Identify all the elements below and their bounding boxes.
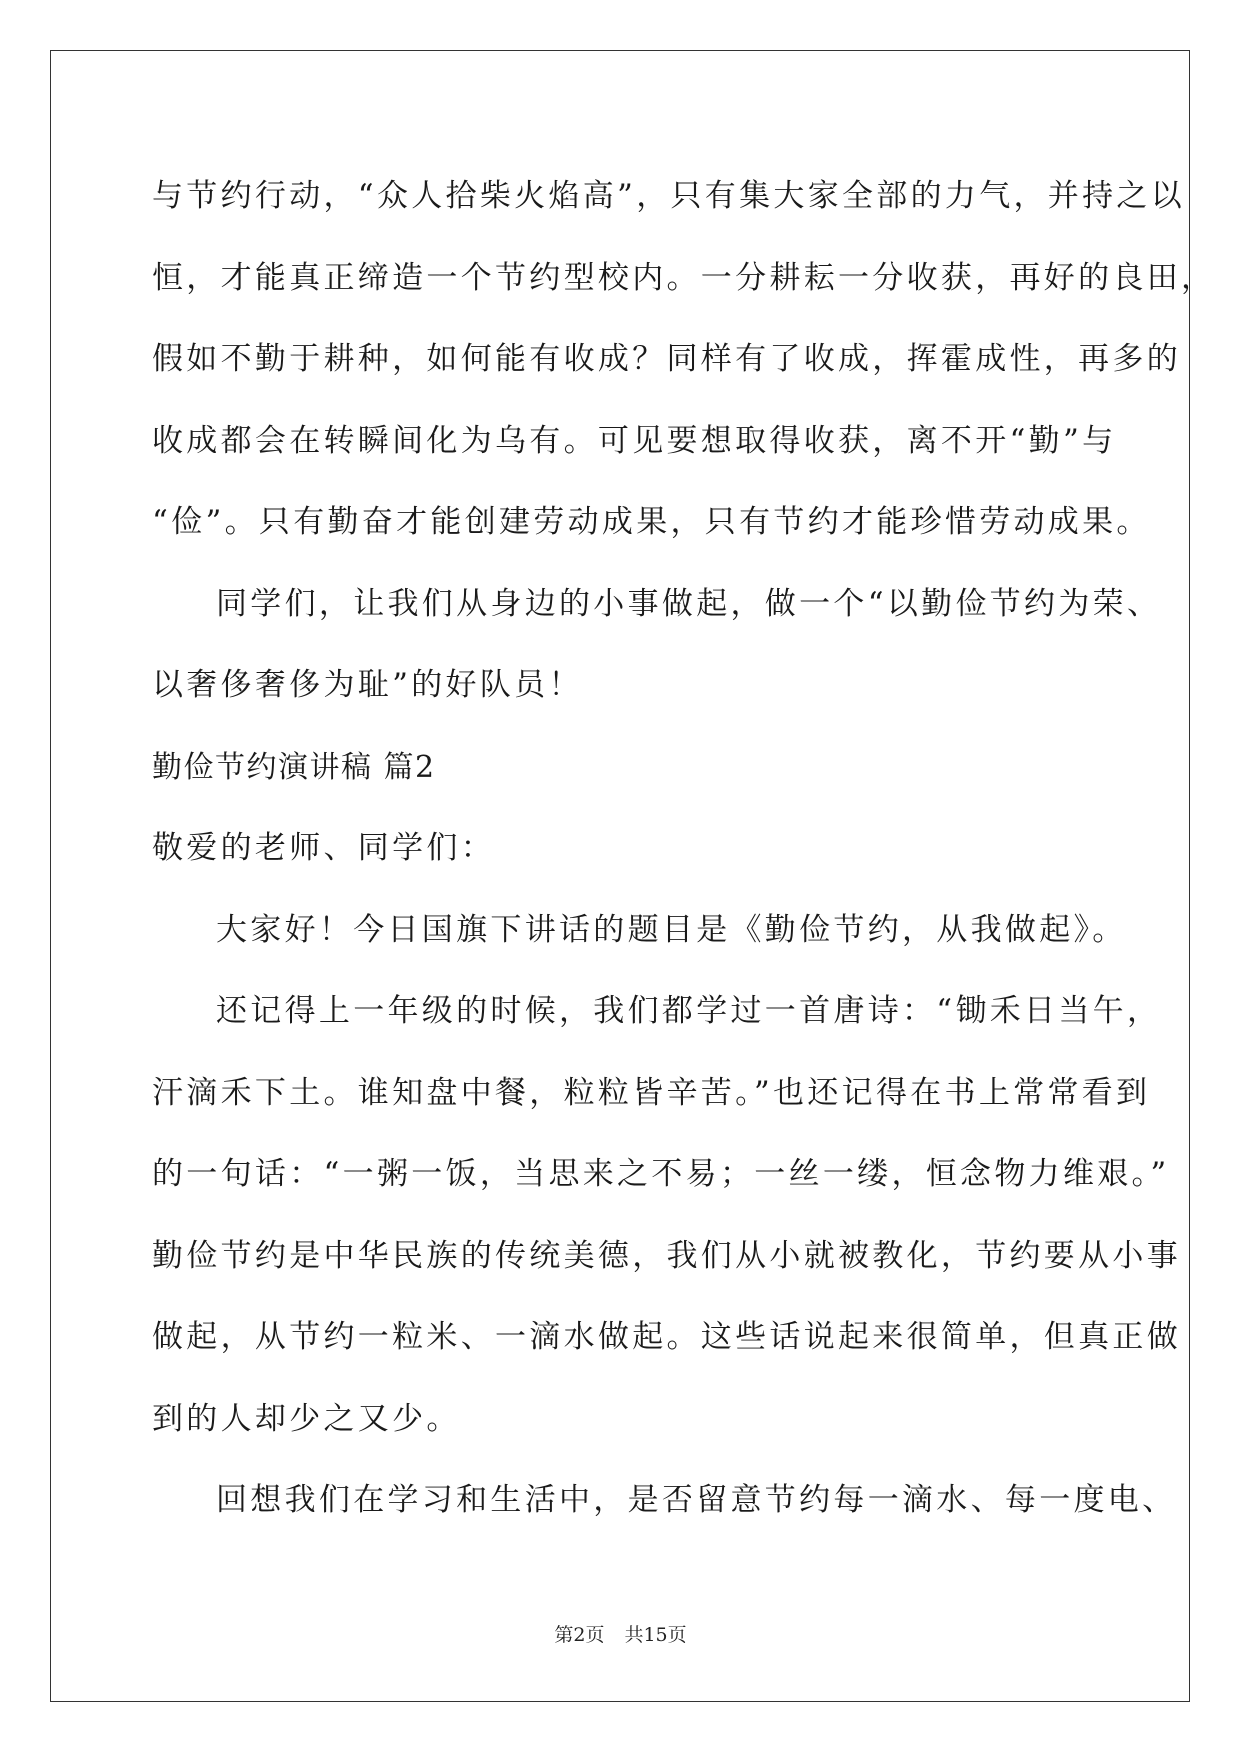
section-heading: 勤俭节约演讲稿 篇2 — [152, 749, 436, 785]
paragraph-start-line: 同学们，让我们从身边的小事做起，做一个“以勤俭节约为荣、 — [216, 585, 1162, 622]
paragraph-start-line: 回想我们在学习和生活中，是否留意节约每一滴水、每一度电、 — [216, 1482, 1177, 1518]
paragraph-start-line: 还记得上一年级的时候，我们都学过一首唐诗：“锄禾日当午， — [216, 993, 1162, 1029]
text-line: 以奢侈奢侈为耻”的好队员！ — [152, 667, 583, 703]
text-line: 汗滴禾下土。谁知盘中餐，粒粒皆辛苦。”也还记得在书上常常看到 — [152, 1074, 1151, 1111]
text-line: 到的人却少之又少。 — [152, 1400, 461, 1437]
text-line: 勤俭节约是中华民族的传统美德，我们从小就被教化，节约要从小事 — [152, 1237, 1181, 1274]
paragraph-start-line: 大家好！今日国旗下讲话的题目是《勤俭节约，从我做起》。 — [216, 911, 1127, 948]
text-line: “俭”。只有勤奋才能创建劳动成果，只有节约才能珍惜劳动成果。 — [152, 504, 1151, 540]
text-line: 收成都会在转瞬间化为乌有。可见要想取得收获，离不开“勤”与 — [152, 422, 1117, 459]
text-line: 假如不勤于耕种，如何能有收成？同样有了收成，挥霍成性，再多的 — [152, 341, 1181, 377]
text-line: 恒，才能真正缔造一个节约型校内。一分耕耘一分收获，再好的良田， — [152, 259, 1216, 296]
text-line: 的一句话：“一粥一饭，当思来之不易；一丝一缕，恒念物力维艰。” — [152, 1156, 1170, 1192]
text-line: 与节约行动，“众人拾柴火焰高”，只有集大家全部的力气，并持之以 — [152, 178, 1185, 214]
page-total: 共15页 — [624, 1624, 687, 1646]
text-line: 做起，从节约一粒米、一滴水做起。这些话说起来很简单，但真正做 — [152, 1319, 1181, 1355]
document-body — [152, 156, 1216, 1542]
page-number: 第2页 — [554, 1624, 605, 1646]
page-footer — [0, 1620, 1241, 1647]
salutation: 敬爱的老师、同学们： — [152, 830, 495, 866]
